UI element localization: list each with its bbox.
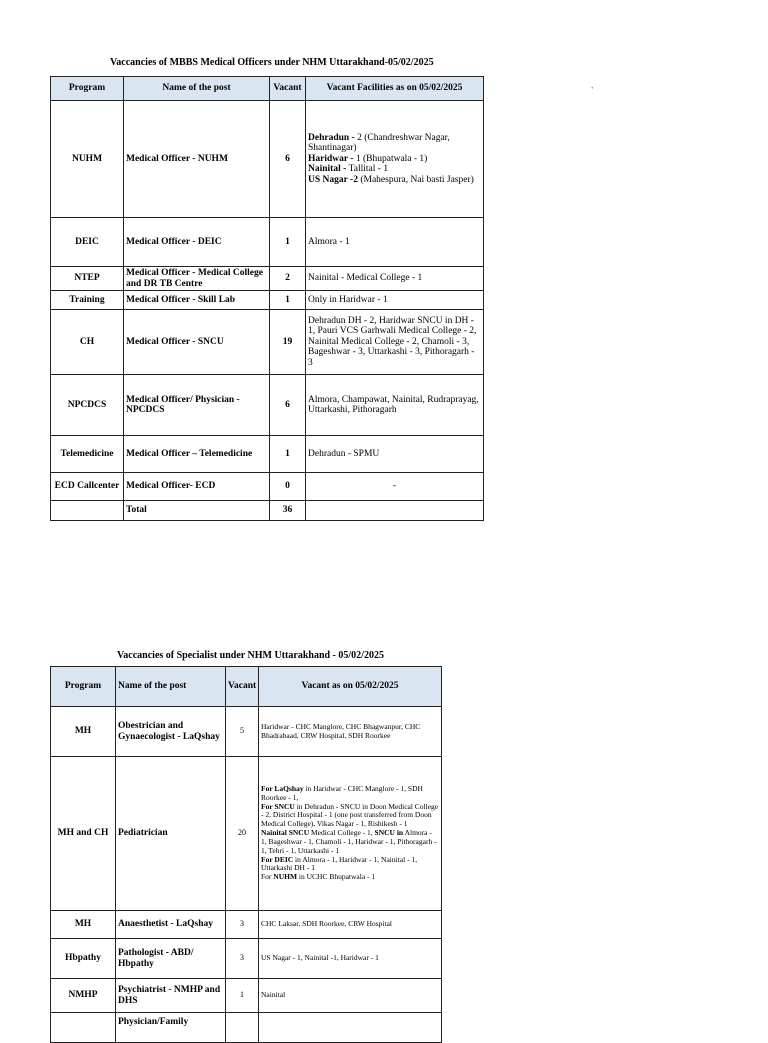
vacant-cell: 1 [270,291,306,310]
table-row [51,757,442,911]
program-cell: NUHM [51,101,124,218]
facility-cell: Almora, Champawat, Nainital, Rudraprayag, Uttarkashi, Pithoragarh [306,375,484,436]
facility-cell: Dehradun - SPMU [306,436,484,473]
post-cell: Obestrician and Gynaecologist - LaQshay [116,707,226,757]
program-cell: MH [51,911,116,939]
col-header-program: Program [51,667,116,707]
program-cell: CH [51,310,124,375]
facility-line: For LaQshay in Haridwar - CHC Manglore - 1, SDH Roorkee - 1, [261,783,423,802]
program-cell: Telemedicine [51,436,124,473]
col-header-vacant: Vacant [226,667,259,707]
facility-line: Dehradun - 2 (Chandreshwar Nagar, Shantinagar) [308,132,450,154]
vacant-cell: 2 [270,267,306,291]
vacant-cell: 1 [270,218,306,267]
table-row [51,979,442,1013]
table-row [51,473,484,501]
post-cell: Medical Officer - DEIC [124,218,270,267]
facility-line: US Nagar -2 (Mahespura, Nai basti Jasper) [308,174,474,185]
table-row [51,436,484,473]
col-header-facilities: Vacant Facilities as on 05/02/2025 [306,77,484,101]
post-cell: Medical Officer- ECD [124,473,270,501]
post-cell: Pathologist - ABD/ Hbpathy [116,939,226,979]
table-row [51,375,484,436]
specialist-table [50,666,442,1043]
post-cell: Medical Officer – Telemedicine [124,436,270,473]
facility-cell: - [306,473,484,501]
table-row [51,911,442,939]
table-row [51,310,484,375]
program-cell: MH [51,707,116,757]
total-row [51,501,484,521]
vacant-cell: 5 [226,707,259,757]
total-value: 36 [270,501,306,521]
table-row [51,267,484,291]
vacant-cell: 20 [226,757,259,911]
facility-line: For SNCU in Dehradun - SNCU in Doon Medical College - 2, District Hospital - 1 (one post transferred from Doon Medical College), Vikas Nagar - 1, Rishikesh - 1 [261,801,439,829]
specialist-table-title: Vaccancies of Specialist under NHM Uttarakhand - 05/02/2025 [117,650,384,661]
medical-officers-table [50,76,484,521]
col-header-post: Name of the post [116,667,226,707]
facility-cell: US Nagar - 1, Nainital -1, Haridwar - 1 [259,939,442,979]
program-cell: ECD Callcenter [51,473,124,501]
facility-line: Nainital SNCU Medical College - 1, SNCU in Almora - 1, Bageshwar - 1, Chamoli - 1, Haridwar - 1, Pithoragarh - 1, Tehri - 1, Uttarkashi - 1 [261,828,437,855]
col-header-post: Name of the post [124,77,270,101]
mo-table-title: Vaccancies of MBBS Medical Officers under NHM Uttarakhand-05/02/2025 [110,57,434,68]
program-cell: NPCDCS [51,375,124,436]
facility-cell: Almora - 1 [306,218,484,267]
post-cell: Medical Officer - Medical College and DR TB Centre [124,267,270,291]
post-cell: Anaesthetist - LaQshay [116,911,226,939]
facility-cell: Only in Haridwar - 1 [306,291,484,310]
facility-cell [259,1013,442,1043]
table-row [51,101,484,218]
post-cell: Physician/Family [116,1013,226,1043]
facility-cell [306,501,484,521]
facility-cell [259,757,442,911]
facility-line: For NUHM in UCHC Bhupatwala - 1 [261,872,376,882]
total-label: Total [124,501,270,521]
program-cell: Training [51,291,124,310]
table-row [51,939,442,979]
post-cell: Pediatrician [116,757,226,911]
col-header-vacant-as-on: Vacant as on 05/02/2025 [259,667,442,707]
program-cell: Hbpathy [51,939,116,979]
program-cell: DEIC [51,218,124,267]
vacant-cell [226,1013,259,1043]
vacant-cell: 19 [270,310,306,375]
facility-cell: Dehradun DH - 2, Haridwar SNCU in DH - 1, Pauri VCS Garhwali Medical College - 2, Nainital Medical College - 2, Chamoli - 3, Bageshwar - 3, Uttarkashi - 3, Pithoragarh - 3 [306,310,484,375]
post-cell: Medical Officer - NUHM [124,101,270,218]
vacant-cell: 3 [226,911,259,939]
table-row [51,707,442,757]
vacant-cell: 1 [270,436,306,473]
post-cell: Medical Officer/ Physician - NPCDCS [124,375,270,436]
facility-line: Haridwar - 1 (Bhupatwala - 1) [308,153,428,164]
post-cell: Medical Officer - SNCU [124,310,270,375]
program-cell: NMHP [51,979,116,1013]
table-row [51,218,484,267]
facility-cell: Nainital - Medical College - 1 [306,267,484,291]
program-cell: MH and CH [51,757,116,911]
program-cell [51,1013,116,1043]
table-row [51,291,484,310]
program-cell: NTEP [51,267,124,291]
facility-cell: Haridwar - CHC Manglore, CHC Bhagwanpur, CHC Bhadrabaad, CRW Hospital, SDH Roorkee [259,707,442,757]
facility-cell [306,101,484,218]
stray-mark: ` [591,86,594,95]
table-row [51,1013,442,1043]
col-header-program: Program [51,77,124,101]
vacant-cell: 3 [226,939,259,979]
vacant-cell: 0 [270,473,306,501]
facility-cell: CHC Laksar, SDH Roorkee, CRW Hospital [259,911,442,939]
vacant-cell: 6 [270,101,306,218]
vacant-cell: 6 [270,375,306,436]
program-cell [51,501,124,521]
post-cell: Medical Officer - Skill Lab [124,291,270,310]
facility-line: Nainital - Tallital - 1 [308,164,389,175]
facility-line: For DEIC in Almora - 1, Haridwar - 1, Nainital - 1, Uttarkashi DH - 1 [261,854,418,873]
col-header-vacant: Vacant [270,77,306,101]
vacant-cell: 1 [226,979,259,1013]
facility-cell: Nainital [259,979,442,1013]
post-cell: Psychiatrist - NMHP and DHS [116,979,226,1013]
